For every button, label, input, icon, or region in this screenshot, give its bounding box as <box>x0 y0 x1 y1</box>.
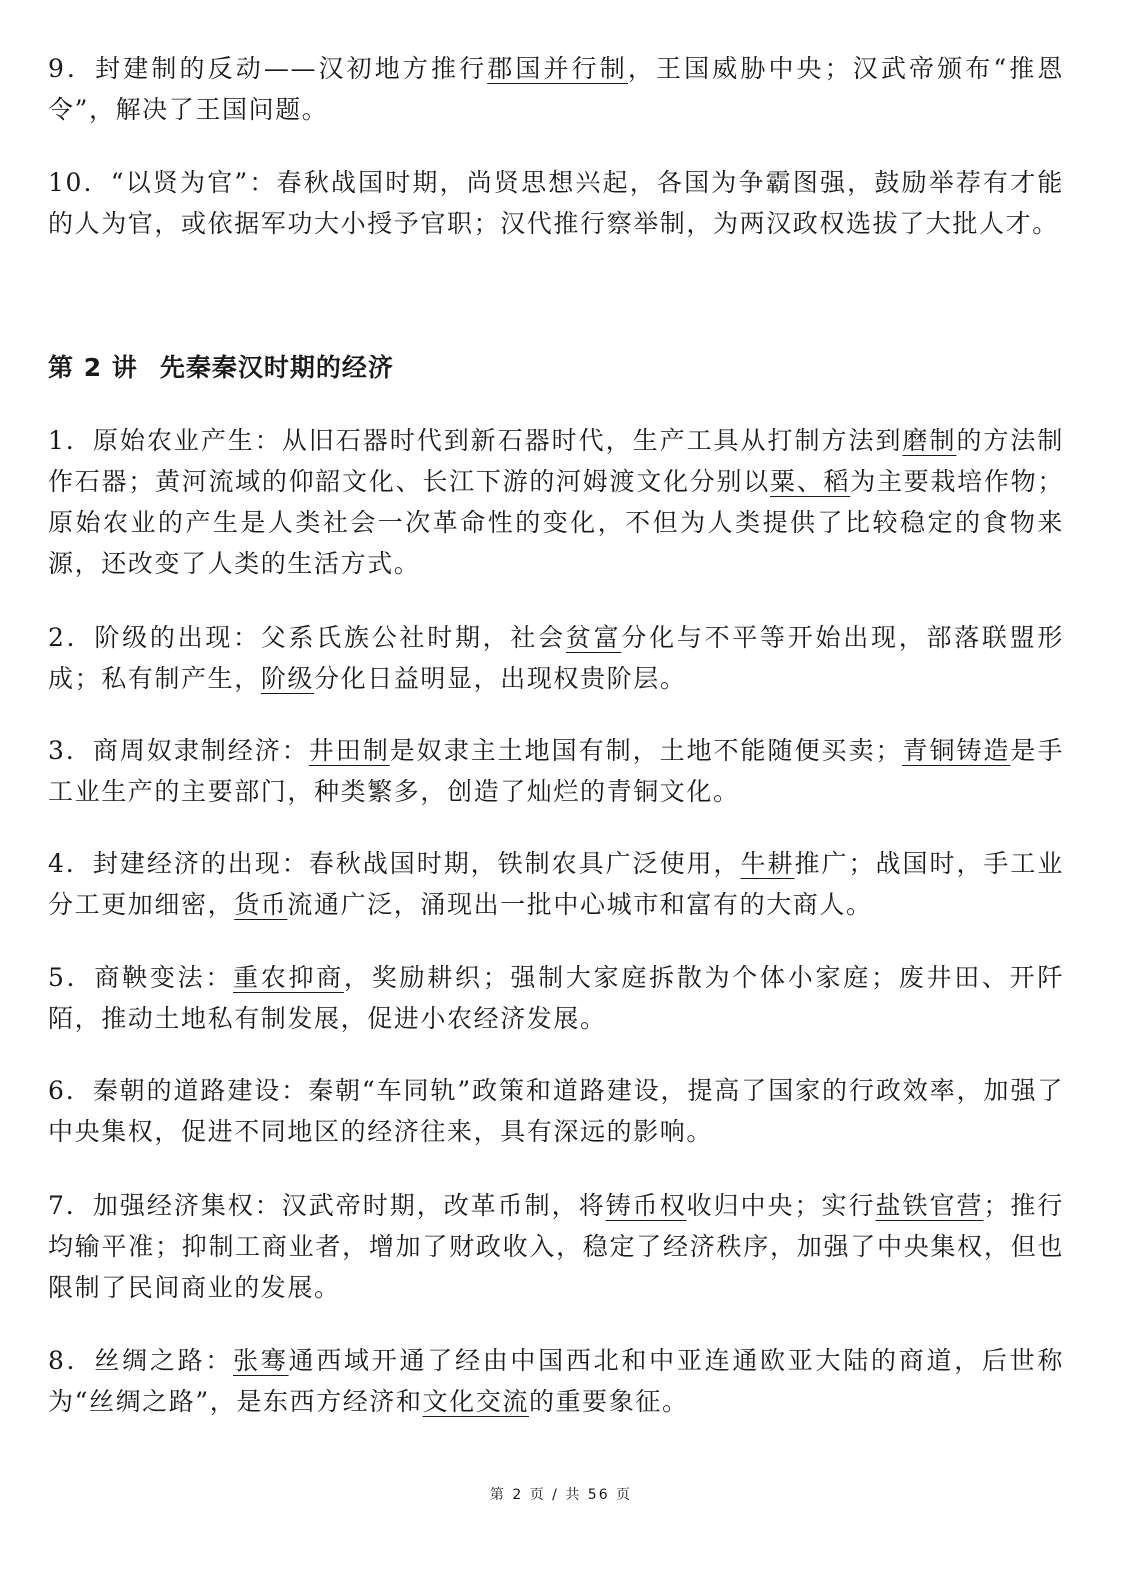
paragraph-text: 7．加强经济集权：汉武帝时期，改革币制，将 <box>48 1191 606 1220</box>
paragraph-text: 1．原始农业产生：从旧石器时代到新石器时代，生产工具从打制方法到 <box>48 426 903 455</box>
paragraph-text: 流通广泛，涌现出一批中心城市和富有的大商人。 <box>287 890 873 919</box>
section-heading <box>48 348 394 384</box>
paragraph <box>48 1070 1064 1152</box>
paragraph-text: 2．阶级的出现：父系氏族公社时期，社会 <box>48 623 566 652</box>
paragraph-text: 8．丝绸之路： <box>48 1346 234 1375</box>
paragraph-text: ，王国威胁中央；汉武帝颁布“推恩令”，解决了王国问题。 <box>48 54 1064 124</box>
key-term: 货币 <box>234 890 288 919</box>
paragraph-text: ；推行均输平准；抑制工商业者，增加了财政收入，稳定了经济秩序，加强了中央集权，但也限制了民间商业的发展。 <box>48 1191 1065 1302</box>
paragraph <box>48 1340 1064 1422</box>
paragraph <box>48 420 1064 584</box>
paragraph-text: 3．商周奴隶制经济： <box>48 736 309 765</box>
paragraph-text: 6．秦朝的道路建设：秦朝“车同轨”政策和道路建设，提高了国家的行政效率，加强了中央集权，促进不同地区的经济往来，具有深远的影响。 <box>48 1076 1064 1146</box>
key-term: 贫富 <box>565 623 622 652</box>
key-term: 井田制 <box>308 736 390 765</box>
paragraph-text: 是奴隶主土地国有制，土地不能随便买卖； <box>389 736 903 765</box>
paragraph-text: 分化与不平等开始出现，部落联盟形成；私有制产生， <box>48 623 1065 693</box>
key-term: 阶级 <box>260 664 315 693</box>
paragraph-text: 推广；战国时，手工业分工更加细密， <box>48 849 1065 919</box>
paragraph-text: 收归中央；实行 <box>686 1191 876 1220</box>
section-title: 先秦秦汉时期的经济 <box>159 353 394 382</box>
paragraph <box>48 162 1064 244</box>
paragraph-text: 为主要栽培作物；原始农业的产生是人类社会一次革命性的变化，不但为人类提供了比较稳定的食物来源，还改变了人类的生活方式。 <box>48 467 1064 578</box>
section-number: 第 2 讲 <box>48 353 138 382</box>
paragraph-text: 10．“以贤为官”：春秋战国时期，尚贤思想兴起，各国为争霸图强，鼓励举荐有才能的人为官，或依据军功大小授予官职；汉代推行察举制，为两汉政权选拔了大批人才。 <box>48 168 1064 238</box>
paragraph <box>48 843 1064 925</box>
key-term: 粟、稻 <box>769 467 851 496</box>
paragraph-text: ，奖励耕织；强制大家庭拆散为个体小家庭；废井田、开阡陌，推动土地私有制发展，促进小农经济发展。 <box>48 963 1065 1033</box>
paragraph <box>48 48 1064 130</box>
key-term: 磨制 <box>902 426 957 455</box>
paragraph-text: 5．商鞅变法： <box>48 963 234 992</box>
key-term: 郡国并行制 <box>487 54 628 83</box>
page-footer: 第 2 页 / 共 56 页 <box>489 1487 633 1503</box>
paragraph-text: 9．封建制的反动——汉初地方推行 <box>48 54 488 83</box>
paragraph-text: 分化日益明显，出现权贵阶层。 <box>314 664 687 693</box>
paragraph-text: 的重要象征。 <box>528 1387 689 1416</box>
key-term: 青铜铸造 <box>902 736 1011 765</box>
key-term: 张骞 <box>233 1346 289 1375</box>
paragraph-text: 通西域开通了经由中国西北和中亚连通欧亚大陆的商道，后世称为“丝绸之路”，是东西方经济和 <box>48 1346 1065 1416</box>
key-term: 铸币权 <box>605 1191 687 1220</box>
paragraph <box>48 957 1064 1039</box>
paragraph-text: 的方法制作石器；黄河流域的仰韶文化、长江下游的河姆渡文化分别以 <box>48 426 1065 496</box>
paragraph <box>48 617 1064 699</box>
key-term: 盐铁官营 <box>875 1191 984 1220</box>
paragraph-text: 是手工业生产的主要部门，种类繁多，创造了灿烂的青铜文化。 <box>48 736 1064 806</box>
key-term: 文化交流 <box>422 1387 529 1416</box>
key-term: 重农抑商 <box>233 963 345 992</box>
paragraph <box>48 730 1064 812</box>
paragraph <box>48 1185 1064 1308</box>
paragraph-text: 4．封建经济的出现：春秋战国时期，铁制农具广泛使用， <box>48 849 741 878</box>
key-term: 牛耕 <box>740 849 795 878</box>
